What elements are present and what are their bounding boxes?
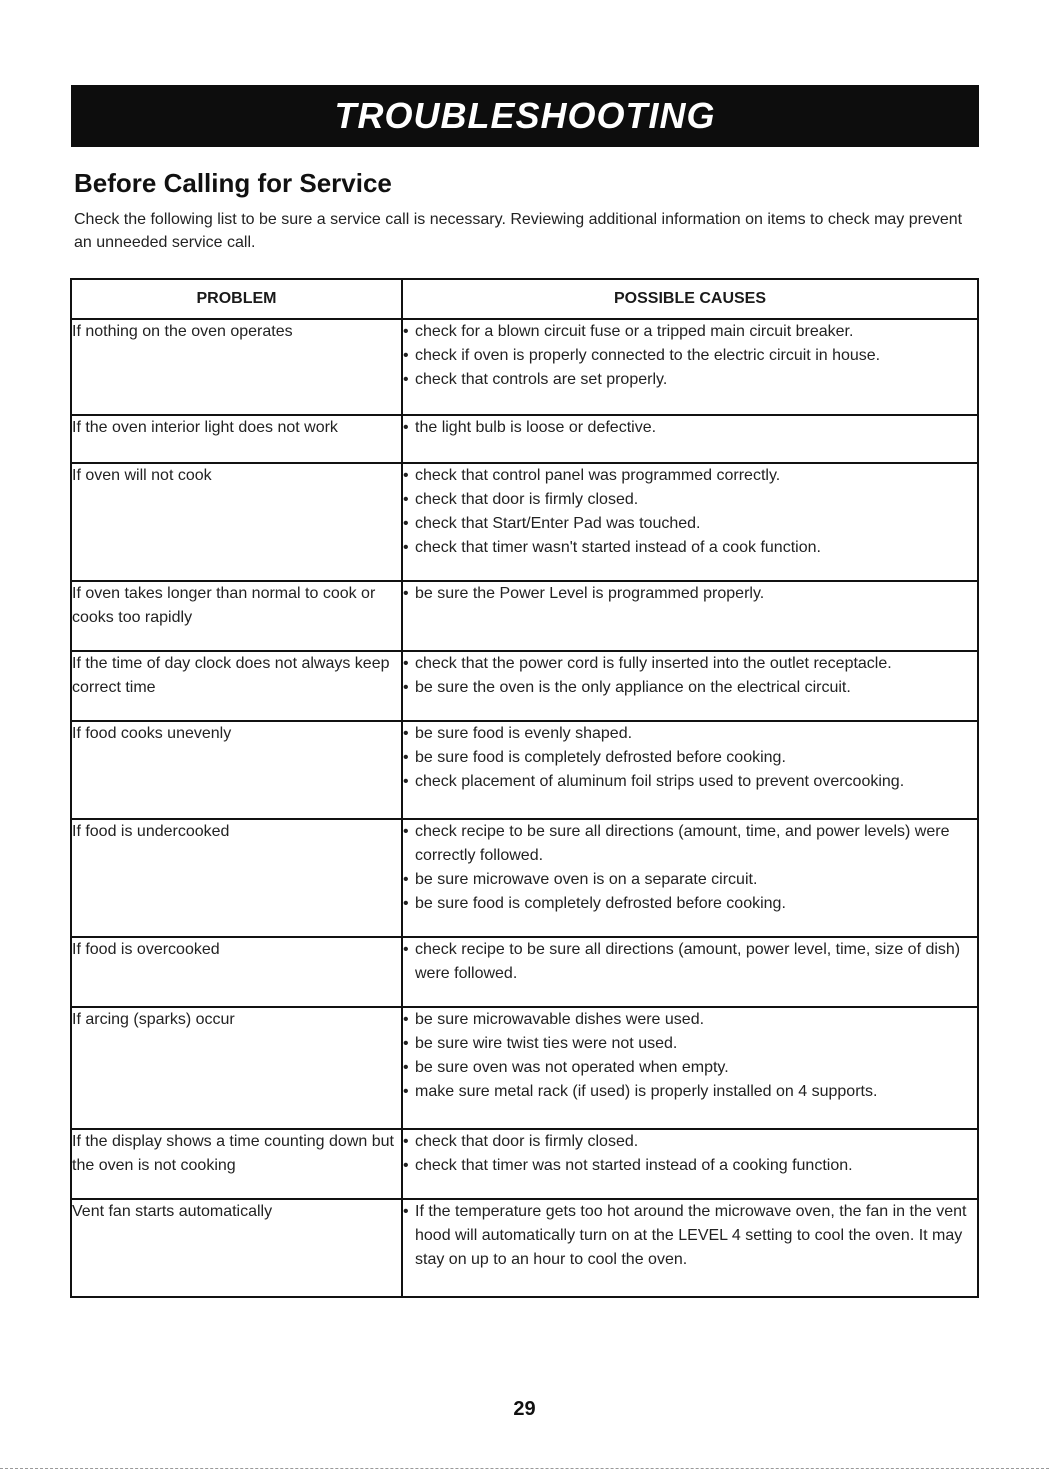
header-possible-causes: POSSIBLE CAUSES bbox=[402, 279, 978, 319]
cause-item: • be sure food is completely defrosted before cooking. bbox=[403, 746, 977, 770]
causes-cell bbox=[402, 937, 978, 1007]
title-banner bbox=[71, 85, 979, 147]
cause-item: • check recipe to be sure all directions (amount, time, and power levels) were correctly followed. bbox=[403, 820, 977, 868]
cause-item: • be sure the Power Level is programmed properly. bbox=[403, 582, 977, 606]
problem-cell: If food is undercooked bbox=[71, 819, 402, 937]
cause-item: • If the temperature gets too hot around the microwave oven, the fan in the vent hood will automatically turn on at the LEVEL 4 setting to cool the oven. It may stay on up to an hour to cool the oven. bbox=[403, 1200, 977, 1272]
table-row bbox=[71, 819, 978, 937]
cause-item: • be sure microwave oven is on a separate circuit. bbox=[403, 868, 977, 892]
problem-cell: If the display shows a time counting down but the oven is not cooking bbox=[71, 1129, 402, 1199]
table-row bbox=[71, 319, 978, 415]
causes-list bbox=[403, 1200, 977, 1272]
problem-cell: If arcing (sparks) occur bbox=[71, 1007, 402, 1129]
causes-list bbox=[403, 722, 977, 794]
table-row bbox=[71, 937, 978, 1007]
causes-cell bbox=[402, 721, 978, 819]
causes-list bbox=[403, 416, 977, 440]
causes-list bbox=[403, 938, 977, 986]
page-title: TROUBLESHOOTING bbox=[334, 95, 716, 136]
causes-cell bbox=[402, 1199, 978, 1297]
cause-item: • be sure food is completely defrosted before cooking. bbox=[403, 892, 977, 916]
causes-cell bbox=[402, 581, 978, 651]
causes-list bbox=[403, 464, 977, 560]
causes-cell bbox=[402, 319, 978, 415]
cause-item: • be sure microwavable dishes were used. bbox=[403, 1008, 977, 1032]
causes-cell bbox=[402, 463, 978, 581]
table-body bbox=[71, 319, 978, 1297]
cause-item: • check placement of aluminum foil strips used to prevent overcooking. bbox=[403, 770, 977, 794]
cause-item: • check that control panel was programmed correctly. bbox=[403, 464, 977, 488]
cause-item: • be sure wire twist ties were not used. bbox=[403, 1032, 977, 1056]
table-row bbox=[71, 1199, 978, 1297]
cause-item: • check that timer wasn't started instead of a cook function. bbox=[403, 536, 977, 560]
page-number: 29 bbox=[513, 1398, 536, 1420]
table-row bbox=[71, 721, 978, 819]
cause-item: • make sure metal rack (if used) is properly installed on 4 supports. bbox=[403, 1080, 977, 1104]
table-row bbox=[71, 463, 978, 581]
table-row bbox=[71, 1129, 978, 1199]
cause-item: • check that the power cord is fully inserted into the outlet receptacle. bbox=[403, 652, 977, 676]
table-header-row bbox=[71, 279, 978, 319]
section-heading: Before Calling for Service bbox=[74, 168, 392, 198]
problem-cell: If food cooks unevenly bbox=[71, 721, 402, 819]
cause-item: • check that timer was not started instead of a cooking function. bbox=[403, 1154, 977, 1178]
table-row bbox=[71, 581, 978, 651]
cause-item: • check that door is firmly closed. bbox=[403, 1130, 977, 1154]
bottom-divider bbox=[0, 1468, 1049, 1469]
causes-list bbox=[403, 320, 977, 392]
cause-item: • check that controls are set properly. bbox=[403, 368, 977, 392]
table-row bbox=[71, 651, 978, 721]
causes-cell bbox=[402, 819, 978, 937]
table-row bbox=[71, 415, 978, 463]
cause-item: • be sure the oven is the only appliance on the electrical circuit. bbox=[403, 676, 977, 700]
cause-item: • check for a blown circuit fuse or a tripped main circuit breaker. bbox=[403, 320, 977, 344]
cause-item: • check recipe to be sure all directions (amount, power level, time, size of dish) were followed. bbox=[403, 938, 977, 986]
causes-list bbox=[403, 1008, 977, 1104]
problem-cell: If nothing on the oven operates bbox=[71, 319, 402, 415]
cause-item: • check if oven is properly connected to the electric circuit in house. bbox=[403, 344, 977, 368]
causes-cell bbox=[402, 415, 978, 463]
cause-item: • be sure oven was not operated when empty. bbox=[403, 1056, 977, 1080]
problem-cell: If the oven interior light does not work bbox=[71, 415, 402, 463]
causes-list bbox=[403, 582, 977, 606]
cause-item: • the light bulb is loose or defective. bbox=[403, 416, 977, 440]
causes-list bbox=[403, 1130, 977, 1178]
header-problem: PROBLEM bbox=[71, 279, 402, 319]
causes-list bbox=[403, 652, 977, 700]
problem-cell: Vent fan starts automatically bbox=[71, 1199, 402, 1297]
cause-item: • check that door is firmly closed. bbox=[403, 488, 977, 512]
problem-cell: If food is overcooked bbox=[71, 937, 402, 1007]
causes-cell bbox=[402, 1007, 978, 1129]
causes-cell bbox=[402, 651, 978, 721]
cause-item: • be sure food is evenly shaped. bbox=[403, 722, 977, 746]
causes-cell bbox=[402, 1129, 978, 1199]
problem-cell: If oven will not cook bbox=[71, 463, 402, 581]
troubleshooting-table bbox=[70, 278, 979, 1298]
problem-cell: If the time of day clock does not always keep correct time bbox=[71, 651, 402, 721]
intro-paragraph: Check the following list to be sure a service call is necessary. Reviewing additional information on items to check may prevent an unneeded service call. bbox=[74, 211, 963, 251]
problem-cell: If oven takes longer than normal to cook or cooks too rapidly bbox=[71, 581, 402, 651]
causes-list bbox=[403, 820, 977, 916]
table-row bbox=[71, 1007, 978, 1129]
cause-item: • check that Start/Enter Pad was touched. bbox=[403, 512, 977, 536]
